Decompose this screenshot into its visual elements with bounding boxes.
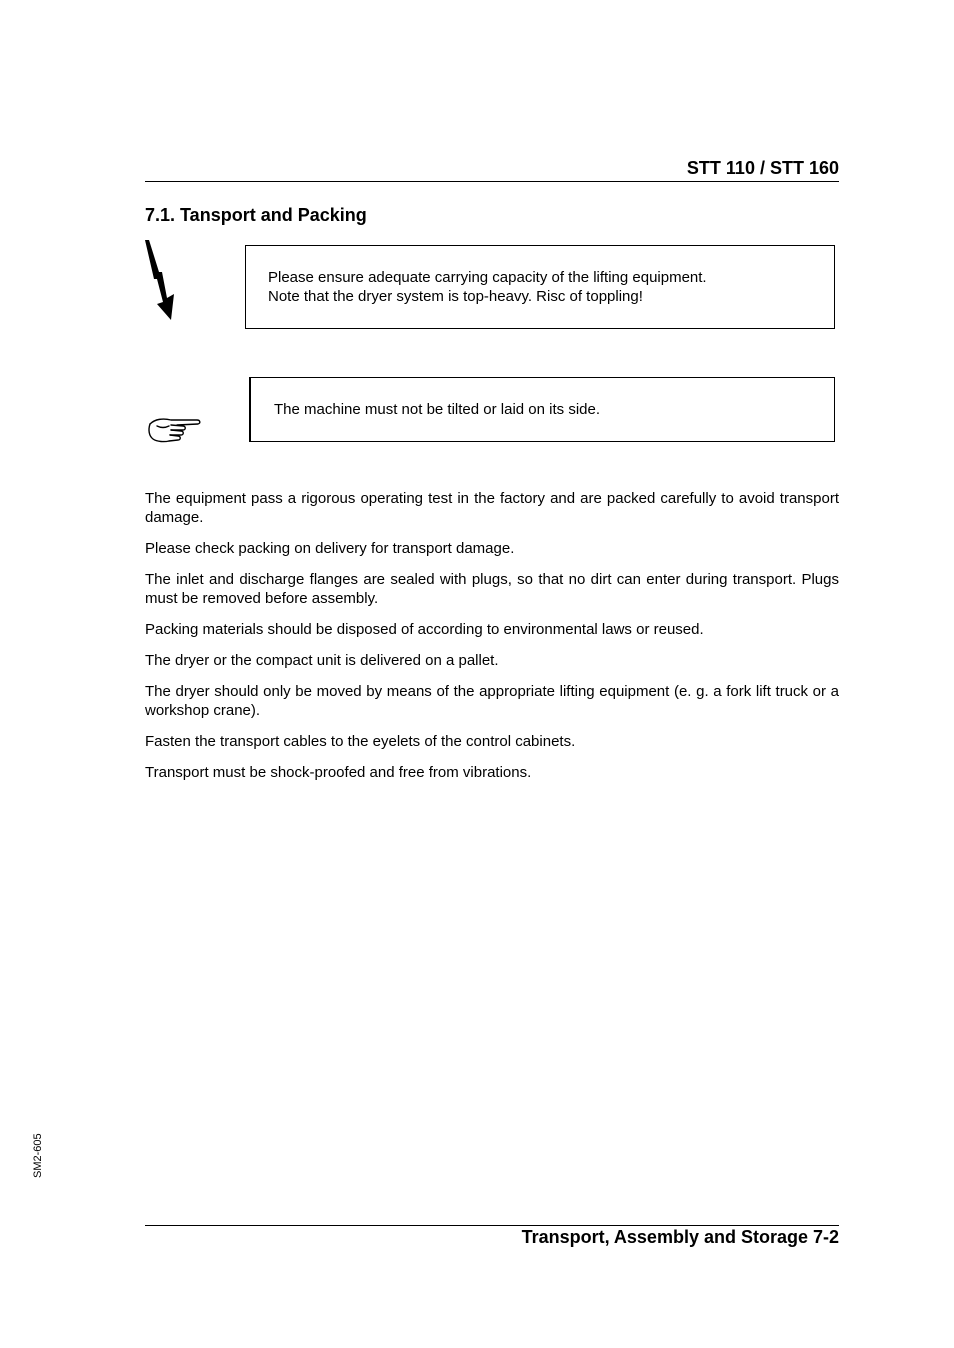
warning-box <box>245 245 835 329</box>
body-text <box>145 489 839 794</box>
warning-line-1: Please ensure adequate carrying capacity of the lifting equipment. <box>268 269 707 286</box>
warning-line-2: Note that the dryer system is top-heavy. Risc of toppling! <box>268 288 643 305</box>
footer-title: Transport, Assembly and Storage 7-2 <box>521 1227 839 1247</box>
note-text: The machine must not be tilted or laid on its side. <box>274 401 601 418</box>
paragraph: The dryer should only be moved by means of the appropriate lifting equipment (e. g. a fork lift truck or a workshop crane). <box>145 683 839 719</box>
paragraph: The equipment pass a rigorous operating test in the factory and are packed carefully to avoid transport damage. <box>145 490 839 526</box>
lightning-bolt-icon <box>143 238 185 322</box>
paragraph: The dryer or the compact unit is delivered on a pallet. <box>145 652 499 669</box>
pointing-hand-icon <box>147 414 203 444</box>
paragraph: The inlet and discharge flanges are sealed with plugs, so that no dirt can enter during transport. Plugs must be removed before assembly. <box>145 571 839 607</box>
document-code: SM2-605 <box>32 1133 44 1178</box>
paragraph: Fasten the transport cables to the eyelets of the control cabinets. <box>145 733 576 750</box>
footer-divider <box>145 1225 839 1226</box>
document-header-title: STT 110 / STT 160 <box>686 158 839 178</box>
paragraph: Transport must be shock-proofed and free from vibrations. <box>145 764 532 781</box>
paragraph: Packing materials should be disposed of according to environmental laws or reused. <box>145 621 704 638</box>
section-heading: 7.1. Tansport and Packing <box>145 205 367 225</box>
header-divider <box>145 181 839 182</box>
paragraph: Please check packing on delivery for transport damage. <box>145 540 515 557</box>
note-box <box>249 377 835 442</box>
